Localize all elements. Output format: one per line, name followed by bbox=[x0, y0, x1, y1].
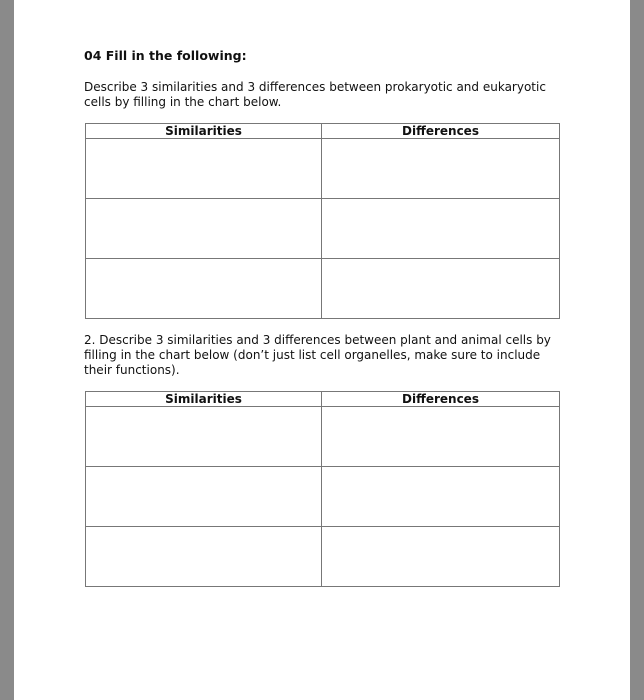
plant-animal-chart bbox=[85, 391, 560, 587]
prokaryotic-eukaryotic-chart bbox=[85, 123, 560, 319]
similarity-cell[interactable] bbox=[86, 139, 322, 199]
page-heading: 04 Fill in the following: bbox=[84, 48, 247, 63]
difference-cell[interactable] bbox=[322, 259, 560, 319]
similarity-cell[interactable] bbox=[86, 467, 322, 527]
difference-cell[interactable] bbox=[322, 527, 560, 587]
section2-prompt: 2. Describe 3 similarities and 3 differences between plant and animal cells by filling in the chart below (don’t just list cell organelles, make sure to include their functions). bbox=[84, 333, 551, 377]
table-row bbox=[86, 259, 560, 319]
difference-cell[interactable] bbox=[322, 407, 560, 467]
differences-header: Differences bbox=[322, 124, 560, 139]
section1-prompt: Describe 3 similarities and 3 differences between prokaryotic and eukaryotic cells by filling in the chart below. bbox=[84, 80, 546, 109]
difference-cell[interactable] bbox=[322, 199, 560, 259]
difference-cell[interactable] bbox=[322, 467, 560, 527]
difference-cell[interactable] bbox=[322, 139, 560, 199]
differences-header: Differences bbox=[322, 392, 560, 407]
similarities-header: Similarities bbox=[86, 392, 322, 407]
table-row bbox=[86, 407, 560, 467]
table-header-row bbox=[86, 124, 560, 139]
similarity-cell[interactable] bbox=[86, 527, 322, 587]
table-row bbox=[86, 467, 560, 527]
similarity-cell[interactable] bbox=[86, 259, 322, 319]
table-row bbox=[86, 139, 560, 199]
similarity-cell[interactable] bbox=[86, 407, 322, 467]
similarities-header: Similarities bbox=[86, 124, 322, 139]
similarity-cell[interactable] bbox=[86, 199, 322, 259]
table-header-row bbox=[86, 392, 560, 407]
document-page bbox=[14, 0, 630, 700]
table-row bbox=[86, 199, 560, 259]
table-row bbox=[86, 527, 560, 587]
